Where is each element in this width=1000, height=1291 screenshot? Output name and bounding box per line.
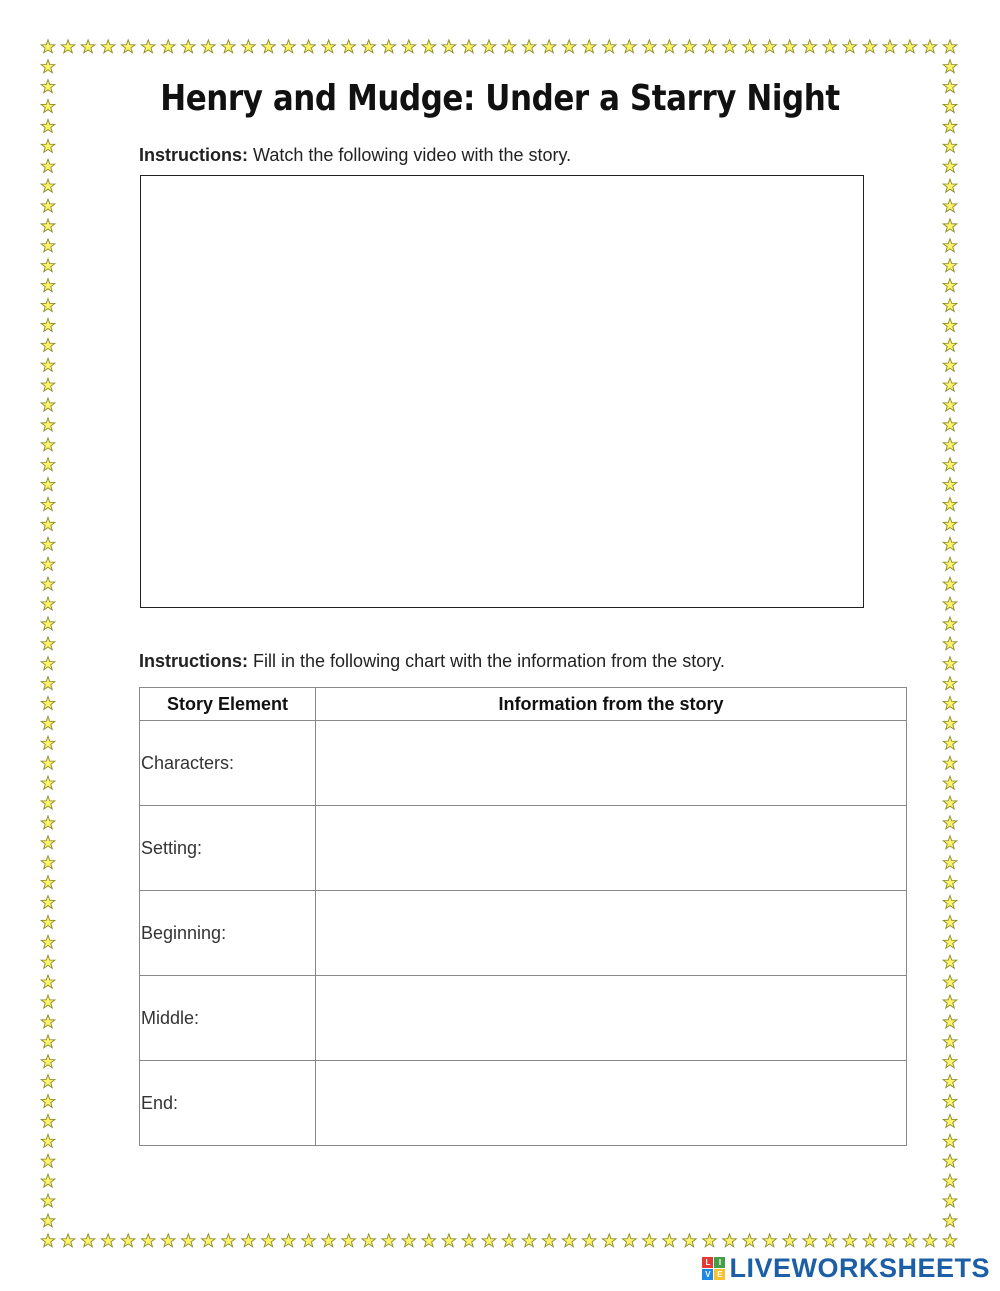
star-icon — [41, 139, 55, 152]
star-icon — [81, 40, 95, 53]
star-icon — [743, 40, 757, 53]
story-chart — [139, 687, 907, 1146]
star-icon — [943, 975, 957, 988]
star-icon — [943, 1174, 957, 1187]
star-icon — [943, 179, 957, 192]
answer-field-beginning[interactable] — [316, 891, 907, 976]
star-icon — [242, 40, 256, 53]
star-icon — [121, 1234, 135, 1247]
star-icon — [723, 1234, 737, 1247]
star-icon — [763, 40, 777, 53]
star-icon — [322, 40, 336, 53]
star-icon — [943, 498, 957, 511]
star-icon — [161, 1234, 175, 1247]
table-row — [140, 891, 907, 976]
star-icon — [41, 1095, 55, 1108]
star-icon — [823, 40, 837, 53]
star-icon — [41, 557, 55, 570]
star-icon — [903, 1234, 917, 1247]
star-icon — [41, 537, 55, 550]
star-icon — [462, 1234, 476, 1247]
star-icon — [342, 1234, 356, 1247]
star-icon — [663, 40, 677, 53]
star-icon — [943, 279, 957, 292]
star-icon — [943, 299, 957, 312]
element-label-beginning: Beginning: — [140, 891, 316, 976]
instructions-label: Instructions: — [139, 651, 249, 671]
star-icon — [943, 1015, 957, 1028]
header-story-element: Story Element — [140, 688, 316, 721]
star-icon — [41, 279, 55, 292]
answer-field-setting[interactable] — [316, 806, 907, 891]
star-icon — [943, 40, 957, 53]
star-icon — [582, 40, 596, 53]
star-icon — [41, 517, 55, 530]
page-title: Henry and Mudge: Under a Starry Night — [160, 78, 840, 119]
star-icon — [943, 239, 957, 252]
star-icon — [41, 1154, 55, 1167]
star-icon — [41, 299, 55, 312]
star-icon — [943, 915, 957, 928]
star-icon — [41, 955, 55, 968]
star-icon — [41, 836, 55, 849]
star-icon — [943, 816, 957, 829]
star-icon — [41, 896, 55, 909]
star-icon — [362, 40, 376, 53]
star-icon — [703, 1234, 717, 1247]
star-icon — [41, 1234, 55, 1247]
star-icon — [41, 915, 55, 928]
star-icon — [222, 1234, 236, 1247]
star-icon — [41, 418, 55, 431]
liveworksheets-text: LIVEWORKSHEETS — [729, 1253, 990, 1283]
instructions-label: Instructions: — [139, 145, 249, 165]
table-row — [140, 806, 907, 891]
logo-letter-v: V — [702, 1269, 713, 1280]
star-icon — [943, 80, 957, 93]
logo-letter-i: I — [714, 1257, 725, 1268]
star-icon — [943, 1075, 957, 1088]
star-icon — [943, 756, 957, 769]
star-icon — [41, 378, 55, 391]
star-icon — [41, 398, 55, 411]
star-icon — [502, 1234, 516, 1247]
star-icon — [41, 617, 55, 630]
star-icon — [41, 935, 55, 948]
star-icon — [542, 40, 556, 53]
star-icon — [943, 139, 957, 152]
star-icon — [161, 40, 175, 53]
star-icon — [41, 677, 55, 690]
star-icon — [342, 40, 356, 53]
star-icon — [322, 1234, 336, 1247]
star-icon — [943, 1114, 957, 1127]
star-icon — [41, 1114, 55, 1127]
star-icon — [943, 955, 957, 968]
star-icon — [943, 637, 957, 650]
star-icon — [823, 1234, 837, 1247]
table-row — [140, 721, 907, 806]
star-icon — [41, 1194, 55, 1207]
star-icon — [642, 40, 656, 53]
star-icon — [943, 876, 957, 889]
star-icon — [81, 1234, 95, 1247]
star-icon — [943, 1194, 957, 1207]
star-icon — [101, 1234, 115, 1247]
star-icon — [41, 1075, 55, 1088]
star-icon — [41, 1174, 55, 1187]
star-icon — [642, 1234, 656, 1247]
star-icon — [41, 1035, 55, 1048]
star-icon — [41, 756, 55, 769]
star-icon — [41, 816, 55, 829]
star-icon — [442, 1234, 456, 1247]
star-icon — [863, 1234, 877, 1247]
star-icon — [943, 398, 957, 411]
liveworksheets-logo-icon — [702, 1257, 725, 1280]
star-icon — [943, 100, 957, 113]
star-icon — [41, 995, 55, 1008]
star-icon — [602, 1234, 616, 1247]
star-icon — [943, 259, 957, 272]
star-icon — [181, 1234, 195, 1247]
star-icon — [943, 597, 957, 610]
star-icon — [41, 199, 55, 212]
star-icon — [141, 1234, 155, 1247]
star-icon — [943, 1234, 957, 1247]
star-icon — [943, 836, 957, 849]
star-icon — [683, 40, 697, 53]
star-icon — [41, 179, 55, 192]
star-icon — [41, 159, 55, 172]
star-icon — [602, 40, 616, 53]
logo-letter-e: E — [714, 1269, 725, 1280]
star-icon — [943, 1095, 957, 1108]
star-icon — [943, 378, 957, 391]
star-icon — [943, 1035, 957, 1048]
star-icon — [943, 577, 957, 590]
star-icon — [41, 975, 55, 988]
chart-header-row — [140, 688, 907, 721]
star-icon — [41, 597, 55, 610]
liveworksheets-watermark[interactable] — [702, 1253, 990, 1284]
star-icon — [943, 677, 957, 690]
star-icon — [943, 478, 957, 491]
chart-instructions — [139, 651, 725, 672]
star-icon — [622, 40, 636, 53]
star-icon — [943, 537, 957, 550]
star-icon — [41, 478, 55, 491]
star-icon — [61, 1234, 75, 1247]
star-icon — [41, 697, 55, 710]
star-icon — [923, 40, 937, 53]
star-icon — [542, 1234, 556, 1247]
star-icon — [41, 458, 55, 471]
star-icon — [943, 776, 957, 789]
star-icon — [202, 1234, 216, 1247]
star-icon — [41, 716, 55, 729]
star-icon — [41, 796, 55, 809]
star-icon — [562, 1234, 576, 1247]
star-icon — [382, 1234, 396, 1247]
star-icon — [943, 716, 957, 729]
star-icon — [522, 40, 536, 53]
star-icon — [943, 458, 957, 471]
star-icon — [943, 1214, 957, 1227]
star-icon — [41, 80, 55, 93]
star-icon — [302, 1234, 316, 1247]
star-icon — [181, 40, 195, 53]
star-icon — [362, 1234, 376, 1247]
star-icon — [582, 1234, 596, 1247]
table-row — [140, 1061, 907, 1146]
star-icon — [943, 796, 957, 809]
star-icon — [41, 100, 55, 113]
star-icon — [41, 1015, 55, 1028]
star-icon — [41, 40, 55, 53]
star-icon — [41, 239, 55, 252]
element-label-setting: Setting: — [140, 806, 316, 891]
star-icon — [943, 736, 957, 749]
star-icon — [903, 40, 917, 53]
star-icon — [943, 935, 957, 948]
star-icon — [442, 40, 456, 53]
star-icon — [41, 318, 55, 331]
star-icon — [943, 60, 957, 73]
star-icon — [943, 1055, 957, 1068]
star-icon — [41, 438, 55, 451]
star-icon — [101, 40, 115, 53]
star-icon — [502, 40, 516, 53]
star-icon — [402, 1234, 416, 1247]
star-icon — [422, 1234, 436, 1247]
table-row — [140, 976, 907, 1061]
star-icon — [943, 557, 957, 570]
star-icon — [943, 159, 957, 172]
element-label-characters: Characters: — [140, 721, 316, 806]
star-icon — [41, 776, 55, 789]
star-icon — [41, 338, 55, 351]
star-icon — [943, 219, 957, 232]
star-icon — [41, 498, 55, 511]
element-label-middle: Middle: — [140, 976, 316, 1061]
instructions-text: Fill in the following chart with the information from the story. — [248, 651, 725, 671]
star-icon — [943, 338, 957, 351]
star-icon — [282, 40, 296, 53]
star-icon — [943, 1154, 957, 1167]
star-icon — [943, 1134, 957, 1147]
star-icon — [622, 1234, 636, 1247]
star-icon — [41, 637, 55, 650]
star-icon — [943, 438, 957, 451]
star-icon — [41, 736, 55, 749]
star-icon — [262, 1234, 276, 1247]
element-label-end: End: — [140, 1061, 316, 1146]
video-player[interactable] — [140, 175, 864, 608]
star-icon — [683, 1234, 697, 1247]
star-icon — [121, 40, 135, 53]
star-icon — [943, 199, 957, 212]
star-icon — [923, 1234, 937, 1247]
answer-field-end[interactable] — [316, 1061, 907, 1146]
star-icon — [943, 856, 957, 869]
star-icon — [41, 219, 55, 232]
star-icon — [943, 418, 957, 431]
star-icon — [803, 1234, 817, 1247]
video-instructions — [139, 145, 571, 166]
star-icon — [41, 1134, 55, 1147]
star-icon — [242, 1234, 256, 1247]
star-icon — [883, 1234, 897, 1247]
star-icon — [863, 40, 877, 53]
star-icon — [61, 40, 75, 53]
star-icon — [41, 1055, 55, 1068]
star-icon — [943, 358, 957, 371]
star-icon — [703, 40, 717, 53]
star-icon — [663, 1234, 677, 1247]
star-icon — [41, 856, 55, 869]
star-icon — [41, 259, 55, 272]
star-icon — [522, 1234, 536, 1247]
star-icon — [41, 577, 55, 590]
star-icon — [402, 40, 416, 53]
star-icon — [302, 40, 316, 53]
star-icon — [883, 40, 897, 53]
star-icon — [262, 40, 276, 53]
star-icon — [943, 697, 957, 710]
star-icon — [222, 40, 236, 53]
star-icon — [943, 617, 957, 630]
star-icon — [943, 896, 957, 909]
star-icon — [282, 1234, 296, 1247]
star-icon — [723, 40, 737, 53]
star-icon — [943, 995, 957, 1008]
star-icon — [783, 40, 797, 53]
star-icon — [41, 60, 55, 73]
star-icon — [843, 40, 857, 53]
star-icon — [41, 358, 55, 371]
star-icon — [763, 1234, 777, 1247]
star-icon — [943, 657, 957, 670]
star-icon — [743, 1234, 757, 1247]
header-information: Information from the story — [316, 688, 907, 721]
star-icon — [41, 657, 55, 670]
answer-field-middle[interactable] — [316, 976, 907, 1061]
star-icon — [382, 40, 396, 53]
star-icon — [482, 1234, 496, 1247]
logo-letter-l: L — [702, 1257, 713, 1268]
star-icon — [943, 119, 957, 132]
answer-field-characters[interactable] — [316, 721, 907, 806]
star-icon — [943, 517, 957, 530]
star-icon — [41, 1214, 55, 1227]
star-icon — [482, 40, 496, 53]
star-icon — [562, 40, 576, 53]
star-icon — [783, 1234, 797, 1247]
star-icon — [422, 40, 436, 53]
star-icon — [843, 1234, 857, 1247]
star-icon — [803, 40, 817, 53]
star-icon — [141, 40, 155, 53]
star-icon — [41, 876, 55, 889]
instructions-text: Watch the following video with the story. — [248, 145, 572, 165]
star-icon — [41, 119, 55, 132]
star-icon — [202, 40, 216, 53]
star-icon — [943, 318, 957, 331]
star-icon — [462, 40, 476, 53]
